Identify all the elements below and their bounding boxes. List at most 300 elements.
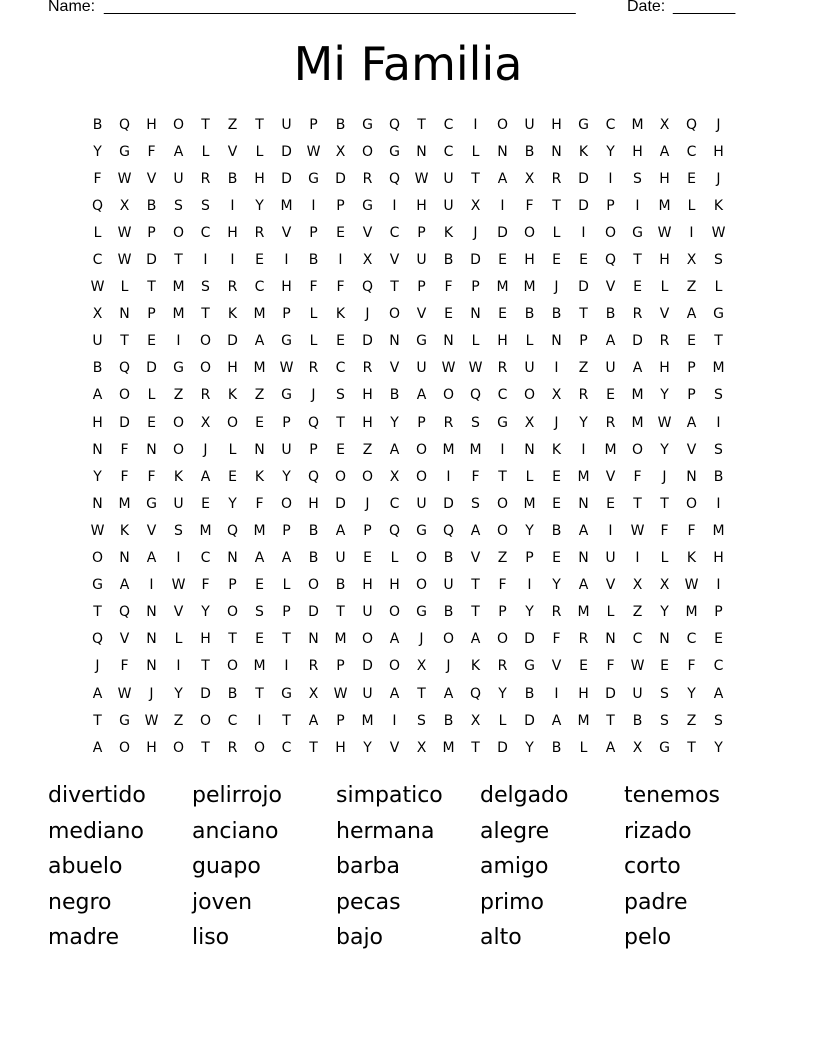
grid-letter: M [631, 414, 644, 431]
grid-letter: F [255, 495, 264, 512]
grid-letter: V [470, 550, 481, 567]
grid-letter: V [173, 604, 184, 621]
grid-letter: V [281, 224, 292, 241]
grid-letter: O [523, 387, 536, 404]
grid-letter: C [632, 631, 643, 648]
grid-letter: Y [228, 495, 237, 512]
grid-letter: P [309, 116, 318, 133]
grid-letter: T [120, 333, 129, 350]
grid-letter: M [199, 522, 212, 539]
grid-letter: I [473, 116, 478, 133]
grid-letter: K [551, 441, 562, 458]
grid-letter: P [228, 577, 237, 594]
grid-letter: O [361, 468, 374, 485]
grid-letter: U [416, 252, 427, 269]
grid-letter: F [120, 441, 129, 458]
grid-letter: A [686, 306, 697, 323]
grid-letter: T [471, 577, 480, 594]
grid-letter: E [552, 468, 561, 485]
grid-letter: O [91, 550, 104, 567]
grid-letter: D [308, 604, 319, 621]
grid-letter: I [581, 224, 586, 241]
grid-letter: T [552, 197, 561, 214]
grid-letter: A [713, 685, 724, 702]
grid-letter: C [254, 279, 265, 296]
grid-letter: M [172, 279, 185, 296]
grid-letter: N [119, 550, 130, 567]
grid-letter: L [660, 279, 669, 296]
grid-letter: N [443, 333, 454, 350]
grid-letter: T [579, 306, 588, 323]
grid-letter: T [93, 712, 102, 729]
grid-letter: L [282, 577, 291, 594]
grid-letter: W [468, 360, 483, 377]
grid-letter: P [417, 224, 426, 241]
grid-letter: L [471, 143, 480, 160]
grid-letter: H [659, 252, 670, 269]
grid-letter: E [714, 631, 723, 648]
grid-letter: U [92, 333, 103, 350]
grid-letter: O [199, 712, 212, 729]
grid-letter: A [335, 522, 346, 539]
grid-letter: Q [307, 414, 320, 431]
grid-letter: F [444, 279, 453, 296]
grid-letter: W [90, 522, 105, 539]
grid-letter: W [657, 414, 672, 431]
grid-letter: B [389, 387, 400, 404]
grid-letter: X [686, 252, 697, 269]
grid-letter: I [500, 197, 505, 214]
grid-letter: F [606, 658, 615, 675]
word-list-item: primo [480, 889, 545, 915]
grid-letter: E [687, 333, 696, 350]
grid-letter: C [335, 360, 346, 377]
grid-letter: F [687, 522, 696, 539]
grid-letter: Q [469, 685, 482, 702]
grid-letter: J [716, 170, 721, 187]
grid-letter: A [605, 739, 616, 756]
grid-letter: Q [388, 170, 401, 187]
grid-letter: R [497, 658, 508, 675]
grid-letter: T [417, 116, 426, 133]
grid-letter: I [176, 333, 181, 350]
grid-letter: I [284, 658, 289, 675]
grid-letter: Y [525, 604, 534, 621]
grid-letter: O [442, 631, 455, 648]
grid-letter: O [280, 495, 293, 512]
grid-letter: S [174, 522, 183, 539]
grid-letter: H [659, 170, 670, 187]
grid-letter: O [226, 604, 239, 621]
grid-letter: T [201, 116, 210, 133]
grid-letter: H [200, 631, 211, 648]
grid-letter: J [662, 468, 667, 485]
grid-letter: O [118, 739, 131, 756]
grid-letter: J [716, 116, 721, 133]
grid-letter: H [362, 414, 373, 431]
grid-letter: H [227, 224, 238, 241]
grid-letter: O [496, 116, 509, 133]
grid-letter: Z [173, 712, 184, 729]
grid-letter: I [392, 712, 397, 729]
grid-letter: D [146, 360, 157, 377]
grid-letter: C [443, 143, 454, 160]
grid-letter: E [633, 279, 642, 296]
grid-letter: F [687, 658, 696, 675]
grid-letter: F [471, 468, 480, 485]
grid-letter: P [282, 306, 291, 323]
grid-letter: C [497, 387, 508, 404]
grid-letter: J [311, 387, 316, 404]
grid-letter: B [443, 550, 454, 567]
grid-letter: J [95, 658, 100, 675]
grid-letter: P [606, 197, 615, 214]
grid-letter: T [336, 414, 345, 431]
grid-letter: B [443, 604, 454, 621]
grid-letter: N [119, 306, 130, 323]
grid-letter: N [254, 441, 265, 458]
grid-letter: N [497, 143, 508, 160]
grid-letter: G [119, 712, 130, 729]
grid-letter: Y [255, 197, 264, 214]
grid-letter: J [446, 658, 451, 675]
grid-letter: G [119, 143, 130, 160]
grid-letter: T [309, 739, 318, 756]
worksheet-header [48, 0, 748, 20]
grid-letter: F [498, 577, 507, 594]
grid-letter: A [254, 550, 265, 567]
grid-letter: B [551, 306, 562, 323]
grid-letter: S [255, 604, 264, 621]
grid-letter: X [659, 577, 670, 594]
grid-letter: R [200, 387, 211, 404]
grid-letter: I [716, 577, 721, 594]
grid-letter: J [365, 495, 370, 512]
grid-letter: Y [363, 739, 372, 756]
word-list-item: amigo [480, 854, 549, 879]
grid-letter: B [308, 252, 319, 269]
grid-letter: L [255, 143, 264, 160]
grid-letter: M [442, 739, 455, 756]
grid-letter: N [146, 604, 157, 621]
grid-letter: O [199, 333, 212, 350]
grid-letter: H [146, 116, 157, 133]
grid-letter: K [227, 306, 238, 323]
grid-letter: M [280, 197, 293, 214]
grid-letter: P [714, 604, 723, 621]
grid-letter: A [281, 550, 292, 567]
grid-letter: W [117, 224, 132, 241]
grid-letter: W [171, 577, 186, 594]
grid-letter: D [497, 739, 508, 756]
grid-letter: D [362, 333, 373, 350]
grid-letter: X [632, 577, 643, 594]
grid-letter: N [686, 468, 697, 485]
grid-letter: P [579, 333, 588, 350]
grid-letter: L [390, 550, 399, 567]
grid-letter: G [659, 739, 670, 756]
grid-letter: O [388, 604, 401, 621]
grid-letter: B [713, 468, 724, 485]
grid-letter: S [471, 414, 480, 431]
grid-letter: K [443, 224, 454, 241]
grid-letter: N [551, 143, 562, 160]
grid-letter: J [473, 224, 478, 241]
grid-letter: I [203, 252, 208, 269]
word-list-item: rizado [624, 818, 692, 844]
grid-letter: L [687, 197, 696, 214]
grid-letter: P [417, 414, 426, 431]
grid-letter: V [605, 577, 616, 594]
grid-letter: P [687, 387, 696, 404]
grid-letter: O [226, 658, 239, 675]
grid-letter: K [119, 522, 130, 539]
grid-letter: G [173, 360, 184, 377]
grid-letter: H [92, 414, 103, 431]
grid-letter: T [633, 252, 642, 269]
name-line[interactable]: _____________________________________________________ [104, 0, 576, 15]
grid-letter: E [336, 441, 345, 458]
grid-letter: Q [469, 387, 482, 404]
grid-letter: N [551, 333, 562, 350]
grid-letter: Y [174, 685, 183, 702]
grid-letter: T [336, 604, 345, 621]
grid-letter: I [608, 522, 613, 539]
grid-letter: O [415, 577, 428, 594]
grid-letter: T [201, 658, 210, 675]
grid-letter: J [554, 414, 559, 431]
grid-letter: G [281, 685, 292, 702]
grid-letter: Y [390, 414, 399, 431]
grid-letter: Y [660, 441, 669, 458]
page-title: Mi Familia [293, 37, 523, 91]
grid-letter: N [92, 495, 103, 512]
date-label: Date: [627, 0, 666, 15]
grid-letter: R [308, 360, 319, 377]
grid-letter: B [524, 685, 535, 702]
grid-letter: O [361, 143, 374, 160]
grid-letter: T [498, 468, 507, 485]
grid-letter: O [118, 387, 131, 404]
grid-letter: Q [118, 116, 131, 133]
grid-letter: C [605, 116, 616, 133]
grid-letter: E [336, 333, 345, 350]
grid-letter: G [713, 306, 724, 323]
grid-letter: I [230, 252, 235, 269]
grid-letter: P [336, 197, 345, 214]
grid-letter: D [335, 495, 346, 512]
grid-letter: O [172, 224, 185, 241]
grid-letter: H [362, 577, 373, 594]
word-list-item: pelo [624, 925, 672, 950]
word-list-item: anciano [192, 818, 279, 844]
grid-letter: G [281, 387, 292, 404]
grid-letter: Y [687, 685, 696, 702]
grid-letter: B [632, 712, 643, 729]
grid-letter: Q [604, 252, 617, 269]
grid-letter: Q [91, 631, 104, 648]
grid-letter: L [606, 604, 615, 621]
grid-letter: W [306, 143, 321, 160]
grid-letter: O [226, 414, 239, 431]
grid-letter: H [713, 143, 724, 160]
grid-letter: F [93, 170, 102, 187]
grid-letter: E [552, 495, 561, 512]
grid-letter: O [172, 441, 185, 458]
grid-letter: N [308, 631, 319, 648]
grid-letter: C [389, 224, 400, 241]
grid-letter: R [578, 631, 589, 648]
grid-letter: H [227, 360, 238, 377]
grid-letter: O [604, 224, 617, 241]
word-list-item: corto [624, 854, 681, 879]
grid-letter: R [659, 333, 670, 350]
grid-letter: K [578, 143, 589, 160]
grid-letter: I [338, 252, 343, 269]
grid-letter: J [203, 441, 208, 458]
grid-letter: D [362, 658, 373, 675]
grid-letter: P [687, 360, 696, 377]
grid-letter: J [149, 685, 154, 702]
grid-letter: A [389, 685, 400, 702]
grid-letter: W [657, 224, 672, 241]
grid-letter: M [253, 306, 266, 323]
grid-letter: T [390, 279, 399, 296]
grid-letter: P [309, 441, 318, 458]
grid-letter: P [498, 604, 507, 621]
grid-letter: D [227, 333, 238, 350]
word-list-item: delgado [480, 783, 569, 808]
grid-letter: M [442, 441, 455, 458]
grid-letter: M [631, 387, 644, 404]
grid-letter: M [172, 306, 185, 323]
grid-letter: B [551, 739, 562, 756]
grid-letter: A [497, 170, 508, 187]
grid-letter: B [92, 116, 103, 133]
grid-letter: A [146, 550, 157, 567]
grid-letter: M [118, 495, 131, 512]
grid-letter: Z [362, 441, 373, 458]
grid-letter: L [579, 739, 588, 756]
grid-letter: H [551, 116, 562, 133]
grid-letter: G [578, 116, 589, 133]
grid-letter: V [551, 658, 562, 675]
grid-letter: Z [254, 387, 265, 404]
grid-letter: H [632, 143, 643, 160]
grid-letter: Y [552, 577, 561, 594]
grid-letter: S [714, 441, 723, 458]
grid-letter: C [281, 739, 292, 756]
grid-letter: J [554, 279, 559, 296]
grid-letter: L [498, 712, 507, 729]
grid-letter: C [686, 143, 697, 160]
grid-letter: A [308, 712, 319, 729]
grid-letter: L [660, 550, 669, 567]
grid-letter: Z [686, 712, 697, 729]
grid-letter: I [230, 197, 235, 214]
grid-letter: M [577, 604, 590, 621]
grid-letter: B [524, 306, 535, 323]
grid-letter: T [417, 685, 426, 702]
grid-letter: B [146, 197, 157, 214]
grid-letter: O [172, 116, 185, 133]
grid-letter: O [442, 387, 455, 404]
grid-letter: I [284, 252, 289, 269]
grid-letter: L [525, 468, 534, 485]
grid-letter: M [469, 441, 482, 458]
grid-letter: O [172, 739, 185, 756]
name-label: Name: [48, 0, 96, 15]
grid-letter: O [388, 306, 401, 323]
grid-letter: H [416, 197, 427, 214]
grid-letter: S [660, 712, 669, 729]
date-line[interactable]: _______ [673, 0, 736, 15]
word-list-item: negro [48, 889, 112, 915]
grid-letter: A [578, 522, 589, 539]
grid-letter: Q [685, 116, 698, 133]
grid-letter: L [714, 279, 723, 296]
grid-letter: Y [498, 685, 507, 702]
grid-letter: F [336, 279, 345, 296]
grid-letter: M [361, 712, 374, 729]
grid-letter: I [176, 658, 181, 675]
word-list-item: liso [192, 925, 230, 950]
grid-letter: T [282, 631, 291, 648]
word-list-item: hermana [336, 818, 435, 844]
grid-letter: X [524, 414, 535, 431]
grid-letter: I [554, 685, 559, 702]
word-list-item: mediano [48, 818, 144, 844]
grid-letter: V [605, 279, 616, 296]
grid-letter: G [281, 333, 292, 350]
grid-letter: X [416, 739, 427, 756]
grid-letter: Z [227, 116, 238, 133]
grid-letter: X [659, 116, 670, 133]
grid-letter: O [631, 441, 644, 458]
grid-letter: O [496, 495, 509, 512]
grid-letter: E [147, 414, 156, 431]
grid-letter: K [173, 468, 184, 485]
grid-letter: X [470, 712, 481, 729]
grid-letter: T [714, 333, 723, 350]
grid-letter: C [713, 658, 724, 675]
grid-letter: C [227, 712, 238, 729]
grid-letter: V [389, 739, 400, 756]
grid-letter: V [227, 143, 238, 160]
grid-letter: C [200, 550, 211, 567]
grid-letter: K [227, 387, 238, 404]
grid-letter: T [255, 685, 264, 702]
grid-letter: R [551, 604, 562, 621]
grid-letter: B [605, 306, 616, 323]
grid-letter: U [443, 170, 454, 187]
grid-letter: E [606, 495, 615, 512]
word-list-item: madre [48, 925, 119, 950]
grid-letter: P [417, 279, 426, 296]
grid-letter: U [416, 360, 427, 377]
grid-letter: M [523, 279, 536, 296]
grid-letter: O [415, 441, 428, 458]
grid-letter: S [714, 712, 723, 729]
grid-letter: B [92, 360, 103, 377]
grid-letter: G [362, 116, 373, 133]
grid-letter: S [714, 252, 723, 269]
grid-letter: A [92, 387, 103, 404]
grid-letter: B [227, 170, 238, 187]
grid-letter: D [146, 252, 157, 269]
grid-letter: V [119, 631, 130, 648]
grid-letter: T [606, 712, 615, 729]
